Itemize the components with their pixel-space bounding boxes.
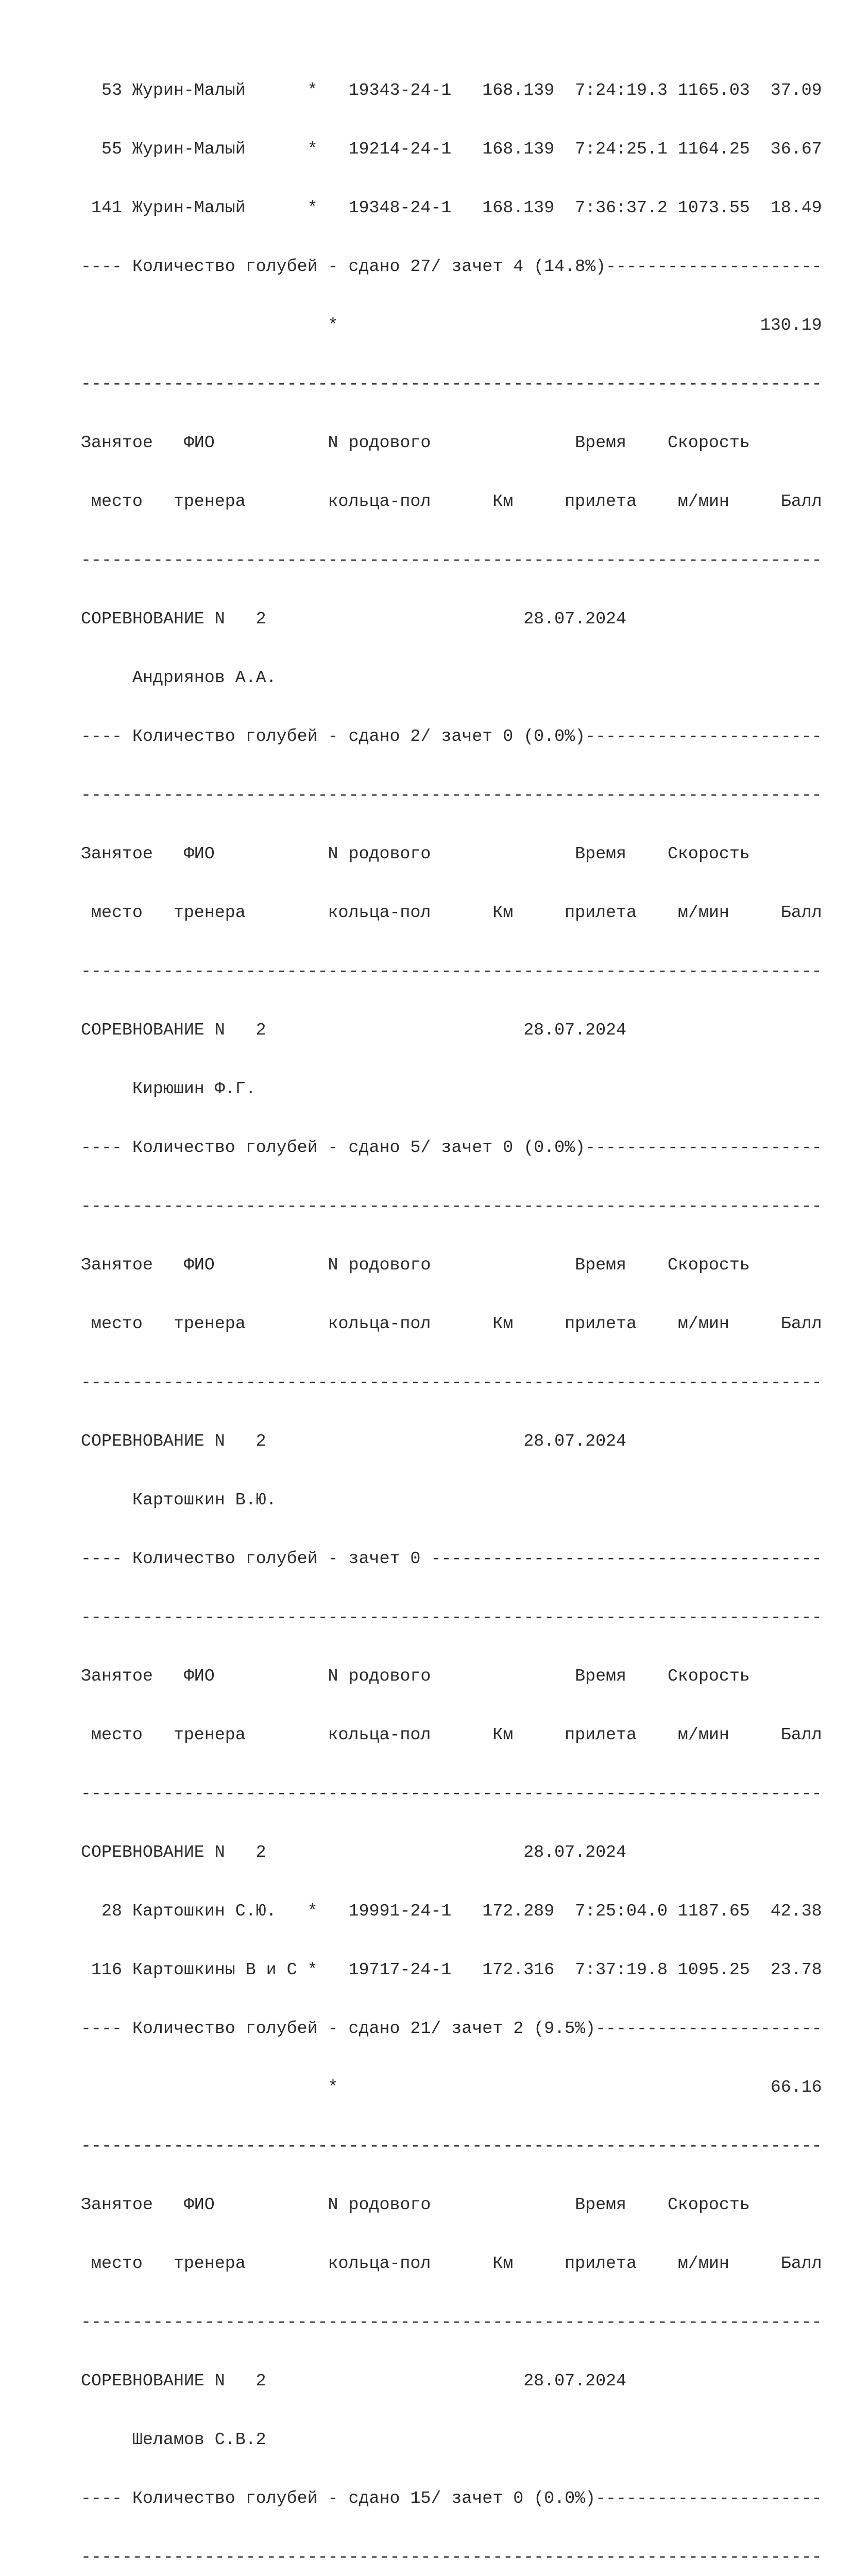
competition-heading: СОРЕВНОВАНИЕ N 2 28.07.2024 xyxy=(81,609,627,629)
result-row: 116 Картошкины В и С * 19717-24-1 172.316 7:37:19.8 1095.25 23.78 xyxy=(81,1960,822,1979)
column-header: место тренера кольца-пол Км прилета м/мин Балл xyxy=(81,1725,822,1744)
column-header: место тренера кольца-пол Км прилета м/мин Балл xyxy=(81,492,822,511)
trainer-name: Кирюшин Ф.Г. xyxy=(81,1079,256,1098)
column-header: Занятое ФИО N родового Время Скорость xyxy=(81,844,750,863)
pigeon-count-summary: ---- Количество голубей - сдано 2/ зачет 0 (0.0%)----------------------- xyxy=(81,726,822,746)
pigeon-count-summary: ---- Количество голубей - сдано 5/ зачет 0 (0.0%)----------------------- xyxy=(81,1138,822,1157)
competition-heading: СОРЕВНОВАНИЕ N 2 28.07.2024 xyxy=(81,2371,627,2391)
column-header: место тренера кольца-пол Км прилета м/мин Балл xyxy=(81,1314,822,1333)
separator: ------------------------------------------------------------------------ xyxy=(81,785,822,805)
score-total: * 130.19 xyxy=(81,315,822,335)
pigeon-count-summary: ---- Количество голубей - сдано 21/ зачет 2 (9.5%)---------------------- xyxy=(81,2019,822,2038)
separator: ------------------------------------------------------------------------ xyxy=(81,1372,822,1392)
result-row: 55 Журин-Малый * 19214-24-1 168.139 7:24:25.1 1164.25 36.67 xyxy=(81,139,822,159)
separator: ------------------------------------------------------------------------ xyxy=(81,550,822,570)
competition-heading: СОРЕВНОВАНИЕ N 2 28.07.2024 xyxy=(81,1020,627,1040)
separator: ------------------------------------------------------------------------ xyxy=(81,961,822,981)
column-header: место тренера кольца-пол Км прилета м/мин Балл xyxy=(81,903,822,922)
pigeon-count-summary: ---- Количество голубей - зачет 0 -------------------------------------- xyxy=(81,1549,822,1568)
result-row: 28 Картошкин С.Ю. * 19991-24-1 172.289 7:25:04.0 1187.65 42.38 xyxy=(81,1901,822,1921)
result-row: 141 Журин-Малый * 19348-24-1 168.139 7:36:37.2 1073.55 18.49 xyxy=(81,198,822,217)
score-total: * 66.16 xyxy=(81,2077,822,2097)
separator: ------------------------------------------------------------------------ xyxy=(81,1784,822,1803)
competition-heading: СОРЕВНОВАНИЕ N 2 28.07.2024 xyxy=(81,1842,627,1862)
separator: ------------------------------------------------------------------------ xyxy=(81,374,822,394)
pigeon-count-summary: ---- Количество голубей - сдано 15/ зачет 0 (0.0%)---------------------- xyxy=(81,2488,822,2508)
column-header: Занятое ФИО N родового Время Скорость xyxy=(81,433,750,452)
pigeon-count-summary: ---- Количество голубей - сдано 27/ зачет 4 (14.8%)--------------------- xyxy=(81,257,822,276)
separator: ------------------------------------------------------------------------ xyxy=(81,1196,822,1216)
column-header: место тренера кольца-пол Км прилета м/мин Балл xyxy=(81,2253,822,2273)
trainer-name: Шеламов С.В.2 xyxy=(81,2430,266,2449)
separator: ------------------------------------------------------------------------ xyxy=(81,1607,822,1627)
result-row: 53 Журин-Малый * 19343-24-1 168.139 7:24:19.3 1165.03 37.09 xyxy=(81,80,822,100)
column-header: Занятое ФИО N родового Время Скорость xyxy=(81,2195,750,2214)
competition-heading: СОРЕВНОВАНИЕ N 2 28.07.2024 xyxy=(81,1431,627,1451)
separator: ------------------------------------------------------------------------ xyxy=(81,2547,822,2567)
trainer-name: Андриянов А.А. xyxy=(81,668,277,687)
separator: ------------------------------------------------------------------------ xyxy=(81,2136,822,2156)
column-header: Занятое ФИО N родового Время Скорость xyxy=(81,1666,750,1686)
column-header: Занятое ФИО N родового Время Скорость xyxy=(81,1255,750,1275)
separator: ------------------------------------------------------------------------ xyxy=(81,2312,822,2332)
trainer-name: Картошкин В.Ю. xyxy=(81,1490,277,1510)
report-document xyxy=(81,41,822,2576)
